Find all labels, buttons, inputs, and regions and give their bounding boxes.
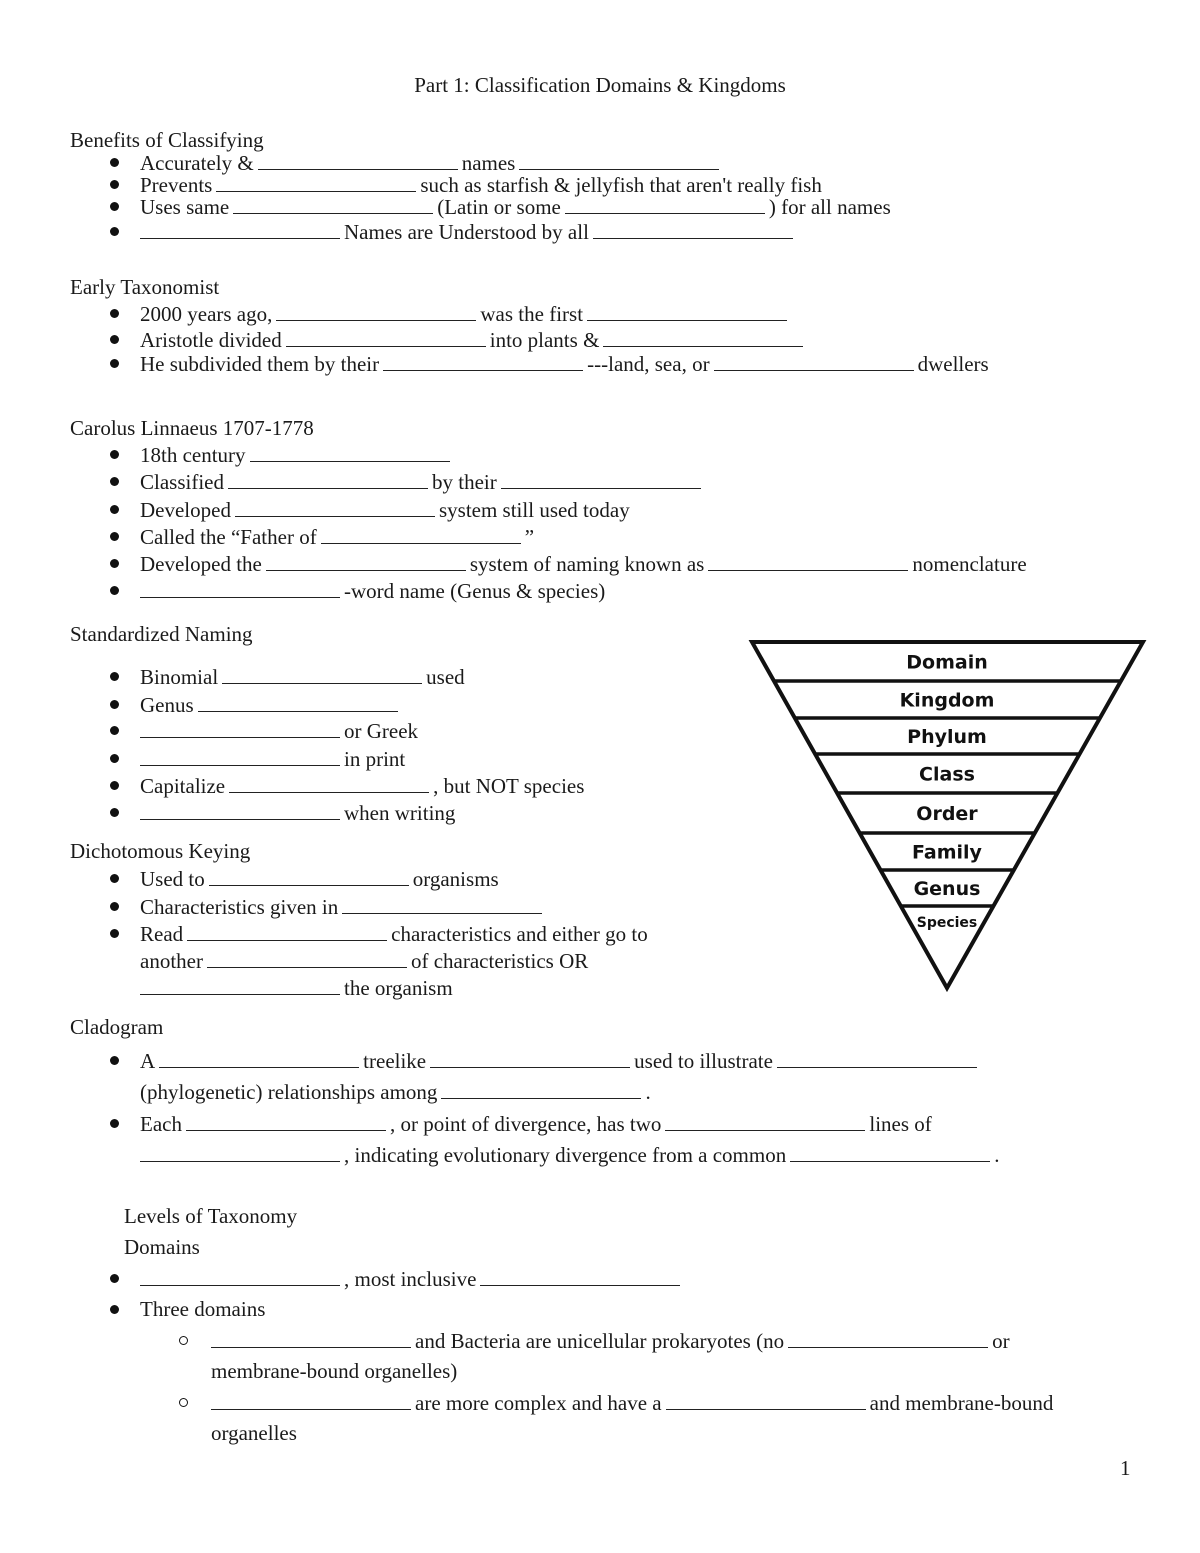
sub-bullet [179,1336,188,1345]
bullet [110,227,119,236]
bullet [110,532,119,541]
bullet [110,450,119,459]
linnaeus-line-2: Classified by their [140,471,705,493]
linnaeus-line-4: Called the “Father of ” [140,525,535,549]
linnaeus-line-5: Developed the system of naming known as nomenclature [140,552,1027,576]
naming-line-1: Binomial used [140,665,465,689]
pyramid-level-order: Order [916,803,978,825]
keying-line-1: Used to organisms [140,867,499,891]
linnaeus-line-3: Developed system still used today [140,498,630,522]
keying-line-3: Read characteristics and either go to [140,922,648,946]
bullet [110,929,119,938]
naming-line-6: when writing [140,802,455,824]
naming-line-4: in print [140,748,405,770]
cladogram-line-3: Each , or point of divergence, has two lines of [140,1112,932,1136]
bullet [110,586,119,595]
levels-sub-line-2b: organelles [211,1421,297,1445]
bullet [110,700,119,709]
cladogram-line-2: (phylogenetic) relationships among . [140,1080,651,1104]
subheading-domains: Domains [124,1235,200,1259]
heading-levels-of-taxonomy: Levels of Taxonomy [124,1204,298,1228]
heading-standardized-naming: Standardized Naming [70,622,253,646]
cladogram-line-4: , indicating evolutionary divergence from a common . [140,1144,999,1166]
keying-line-4: another of characteristics OR [140,949,589,973]
bullet [110,902,119,911]
bullet [110,672,119,681]
bullet [110,158,119,167]
pyramid-level-family: Family [912,841,982,864]
bullet [110,202,119,211]
naming-line-5: Capitalize , but NOT species [140,774,585,798]
keying-line-5: the organism [140,977,453,999]
page-title: Part 1: Classification Domains & Kingdoms [414,73,786,97]
levels-line-2: Three domains [140,1297,266,1321]
bullet [110,726,119,735]
early-line-2: Aristotle divided into plants & [140,329,807,351]
bullet [110,1056,119,1065]
early-line-3: He subdivided them by their ---land, sea, or dwellers [140,352,989,376]
heading-early-taxonomist: Early Taxonomist [70,275,220,299]
heading-linnaeus: Carolus Linnaeus 1707-1778 [70,416,314,440]
bullet [110,505,119,514]
pyramid-level-domain: Domain [906,651,988,674]
bullet [110,781,119,790]
early-line-1: 2000 years ago, was the first [140,303,791,325]
keying-line-2: Characteristics given in [140,896,546,918]
pyramid-level-phylum: Phylum [907,726,987,748]
sub-bullet [179,1398,188,1407]
pyramid-level-class: Class [919,763,975,786]
benefits-line-1: Accurately & names [140,152,723,174]
page-number: 1 [1120,1456,1131,1480]
bullet [110,335,119,344]
levels-sub-line-2: are more complex and have a and membrane-bound [211,1392,1053,1414]
pyramid-level-genus: Genus [913,878,981,900]
pyramid-level-kingdom: Kingdom [899,689,995,712]
bullet [110,808,119,817]
bullet [110,477,119,486]
benefits-line-2: Prevents such as starfish & jellyfish that aren't really fish [140,173,822,197]
levels-sub-line-1: and Bacteria are unicellular prokaryotes (no or [211,1330,1010,1352]
heading-dichotomous-keying: Dichotomous Keying [70,839,251,863]
heading-benefits: Benefits of Classifying [70,128,264,152]
bullet [110,309,119,318]
naming-line-2: Genus [140,694,402,716]
bullet [110,359,119,368]
bullet [110,559,119,568]
linnaeus-line-6: -word name (Genus & species) [140,580,605,602]
benefits-line-3: Uses same (Latin or some ) for all names [140,195,891,219]
bullet [110,754,119,763]
bullet [110,1119,119,1128]
levels-sub-line-1b: membrane-bound organelles) [211,1359,458,1383]
bullet [110,1305,119,1314]
naming-line-3: or Greek [140,720,418,742]
bullet [110,1274,119,1283]
pyramid-level-species: Species [916,915,978,931]
cladogram-line-1: A treelike used to illustrate [140,1050,981,1072]
benefits-line-4: Names are Understood by all [140,221,797,243]
levels-line-1: , most inclusive [140,1268,684,1290]
linnaeus-line-1: 18th century [140,444,454,466]
taxonomy-pyramid [748,638,1148,993]
bullet [110,874,119,883]
heading-cladogram: Cladogram [70,1015,164,1039]
bullet [110,180,119,189]
